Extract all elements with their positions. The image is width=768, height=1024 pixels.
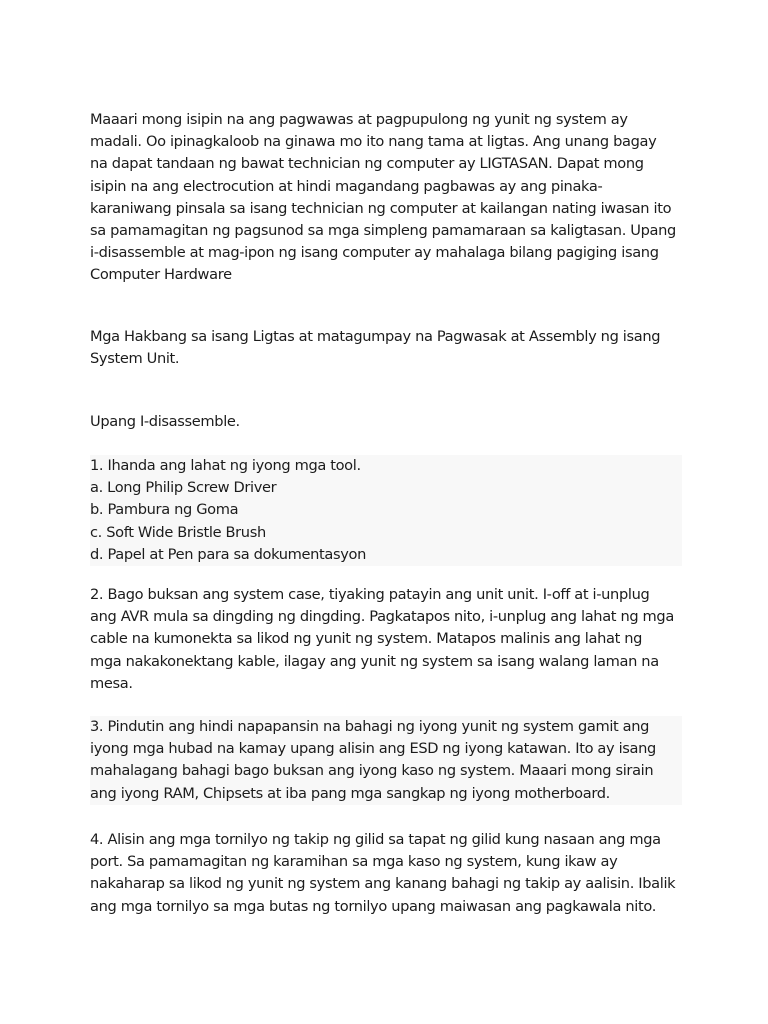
list-item: d. Papel at Pen para sa dokumentasyon bbox=[90, 545, 367, 563]
list-item: a. Long Philip Screw Driver bbox=[90, 479, 277, 497]
text-line: ang iyong RAM, Chipsets at iba pang mga sangkap ng iyong motherboard. bbox=[90, 784, 610, 802]
text-line: na dapat tandaan ng bawat technician ng computer ay LIGTASAN. Dapat mong bbox=[90, 155, 644, 173]
text-line: 3. Pindutin ang hindi napapansin na bahagi ng iyong yunit ng system gamit ang bbox=[90, 718, 650, 735]
disassemble-subheading bbox=[90, 411, 682, 433]
text-line: Maaari mong isipin na ang pagwawas at pagpupulong ng yunit ng system ay bbox=[90, 111, 628, 128]
text-line: port. Sa pamamagitan ng karamihan sa mga kaso ng system, kung ikaw ay bbox=[90, 853, 618, 871]
text-line: 4. Alisin ang mga tornilyo ng takip ng gilid sa tapat ng gilid kung nasaan ang mga bbox=[90, 831, 661, 848]
text-line: ang mga tornilyo sa mga butas ng tornilyo upang maiwasan ang pagkawala nito. bbox=[90, 897, 656, 915]
list-item: b. Pambura ng Goma bbox=[90, 501, 239, 519]
step-3-paragraph bbox=[90, 716, 682, 805]
intro-paragraph bbox=[90, 109, 682, 287]
heading-line: Mga Hakbang sa isang Ligtas at matagumpay na Pagwasak at Assembly ng isang bbox=[90, 328, 661, 345]
step-1-tools-list bbox=[90, 455, 682, 566]
text-line: mesa. bbox=[90, 674, 133, 692]
text-line: iyong mga hubad na kamay upang alisin ang ESD ng iyong katawan. Ito ay isang bbox=[90, 740, 656, 758]
steps-heading bbox=[90, 326, 682, 370]
subheading-line: Upang I-disassemble. bbox=[90, 413, 240, 430]
text-line: mga nakakonektang kable, ilagay ang yunit ng system sa isang walang laman na bbox=[90, 652, 659, 670]
text-line: mahalagang bahagi bago buksan ang iyong kaso ng system. Maaari mong sirain bbox=[90, 762, 654, 780]
step-4-paragraph bbox=[90, 829, 682, 918]
text-line: Computer Hardware bbox=[90, 266, 232, 284]
text-line: karaniwang pinsala sa isang technician ng computer at kailangan nating iwasan ito bbox=[90, 199, 672, 217]
text-line: sa pamamagitan ng pagsunod sa mga simpleng pamamaraan sa kaligtasan. Upang bbox=[90, 221, 676, 239]
text-line: cable na kumonekta sa likod ng yunit ng system. Matapos malinis ang lahat ng bbox=[90, 630, 643, 648]
text-line: 2. Bago buksan ang system case, tiyaking patayin ang unit unit. I-off at i-unplug bbox=[90, 586, 650, 603]
heading-line: System Unit. bbox=[90, 350, 180, 368]
text-line: ang AVR mula sa dingding ng dingding. Pagkatapos nito, i-unplug ang lahat ng mga bbox=[90, 608, 674, 626]
text-line: nakaharap sa likod ng yunit ng system ang kanang bahagi ng takip ay aalisin. Ibalik bbox=[90, 875, 676, 893]
list-item: c. Soft Wide Bristle Brush bbox=[90, 523, 266, 541]
step-2-paragraph bbox=[90, 584, 682, 695]
text-line: madali. Oo ipinagkaloob na ginawa mo ito nang tama at ligtas. Ang unang bagay bbox=[90, 133, 657, 151]
text-line: i-disassemble at mag-ipon ng isang computer ay mahalaga bilang pagiging isang bbox=[90, 244, 659, 262]
text-line: isipin na ang electrocution at hindi magandang pagbawas ay ang pinaka- bbox=[90, 177, 603, 195]
list-item: 1. Ihanda ang lahat ng iyong mga tool. bbox=[90, 457, 361, 474]
